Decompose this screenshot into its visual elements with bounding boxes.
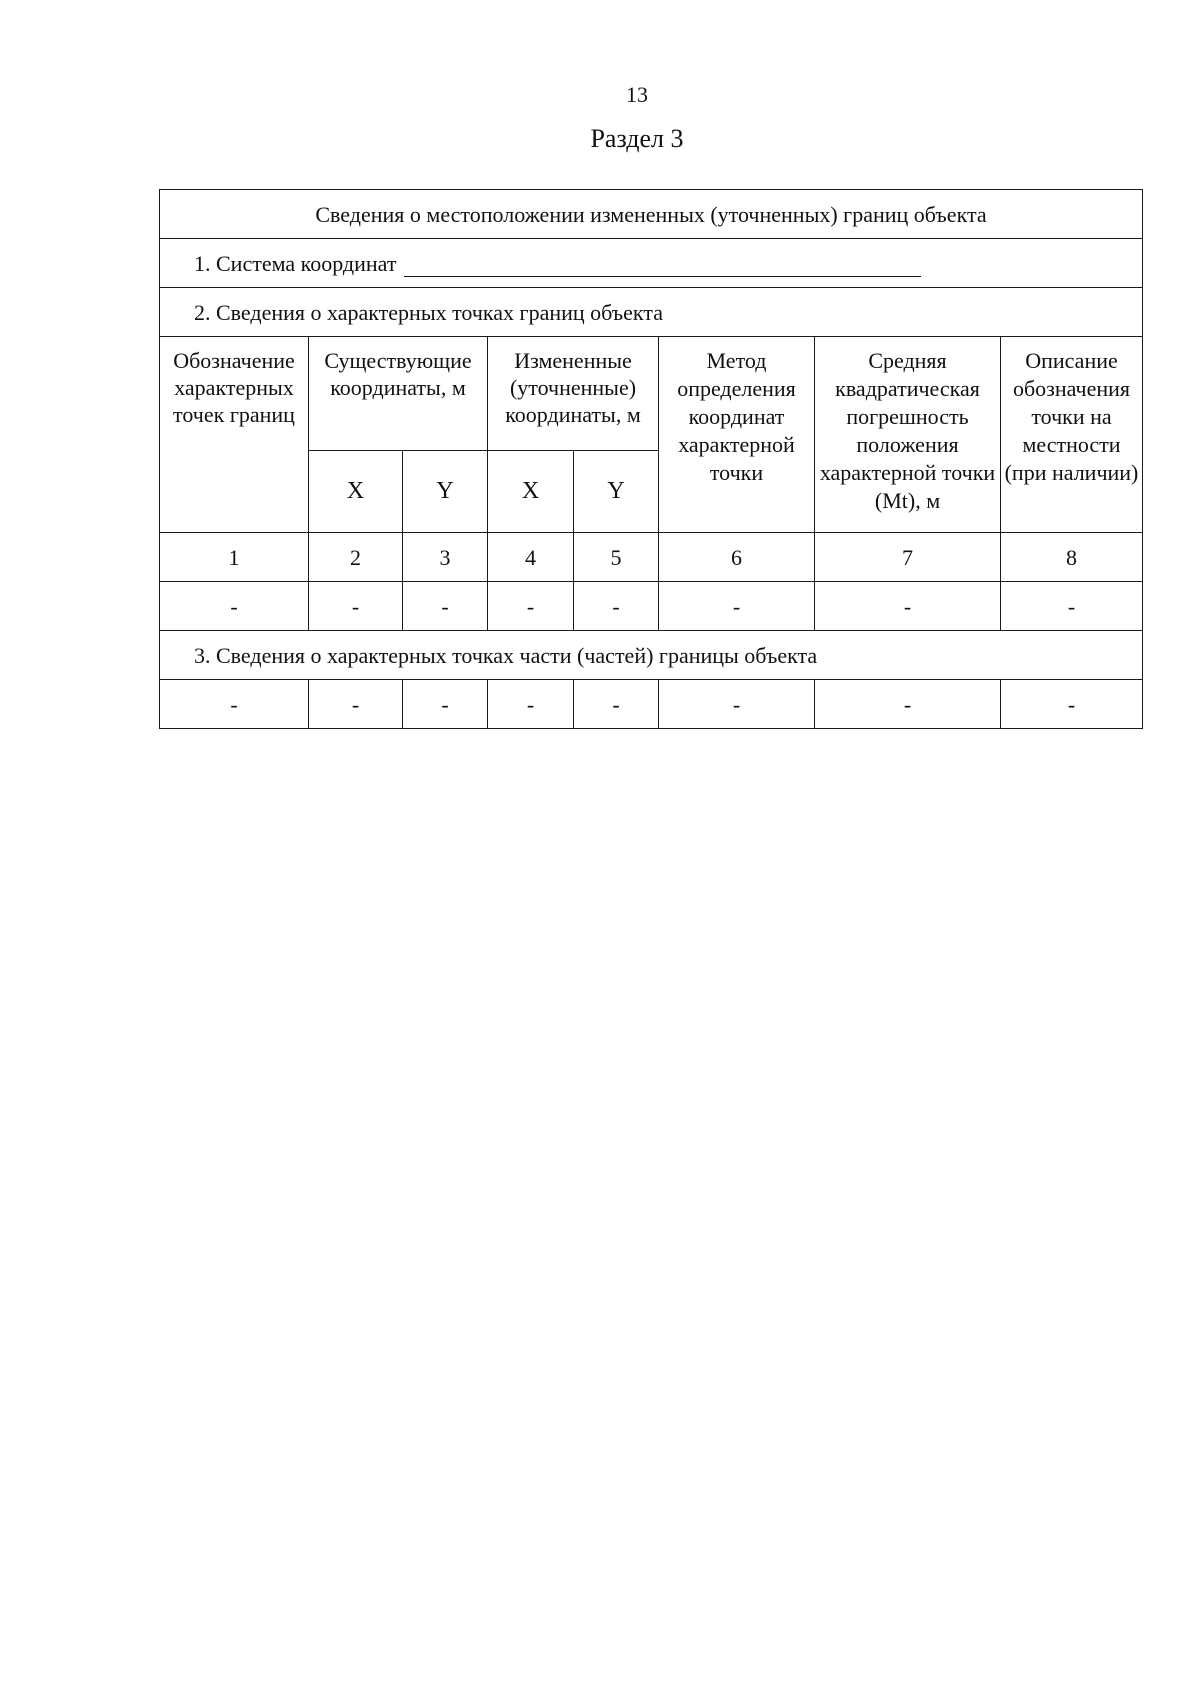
column-number: 3: [403, 533, 488, 582]
table-cell: -: [488, 582, 574, 631]
header-changed-y: Y: [574, 451, 659, 533]
table-cell: -: [659, 582, 815, 631]
table-row: [160, 680, 1143, 729]
column-number: 4: [488, 533, 574, 582]
column-number: 5: [574, 533, 659, 582]
header-existing-coords: Существующие координаты, м: [309, 337, 488, 451]
table-cell: -: [488, 680, 574, 729]
header-description: Описание обозначения точки на местности (при наличии): [1001, 337, 1143, 533]
section-title: Раздел 3: [590, 124, 684, 153]
table-cell: -: [403, 680, 488, 729]
points-heading: 2. Сведения о характерных точках границ объекта: [160, 288, 1143, 337]
column-header-row: [160, 337, 1143, 451]
column-number: 6: [659, 533, 815, 582]
boundary-table: [159, 189, 1143, 729]
part-heading-row: [160, 631, 1143, 680]
table-cell: -: [160, 680, 309, 729]
header-changed-coords: Измененные (уточненные) координаты, м: [488, 337, 659, 451]
column-number: 1: [160, 533, 309, 582]
header-method: Метод определения координат характерной точки: [659, 337, 815, 533]
table-cell: -: [815, 680, 1001, 729]
table-title-row: [160, 190, 1143, 239]
header-changed-x: X: [488, 451, 574, 533]
column-number: 7: [815, 533, 1001, 582]
table-cell: -: [160, 582, 309, 631]
column-number: 8: [1001, 533, 1143, 582]
table-cell: -: [574, 680, 659, 729]
coordinate-system-cell: [160, 239, 1143, 288]
table-row: [160, 582, 1143, 631]
part-heading: 3. Сведения о характерных точках части (частей) границы объекта: [160, 631, 1143, 680]
table-cell: -: [309, 582, 403, 631]
table-cell: -: [1001, 582, 1143, 631]
header-rms-error: Средняя квадратическая погрешность положения характерной точки (Mt), м: [815, 337, 1001, 533]
header-existing-y: Y: [403, 451, 488, 533]
table-cell: -: [815, 582, 1001, 631]
table-cell: -: [659, 680, 815, 729]
table-title: Сведения о местоположении измененных (уточненных) границ объекта: [160, 190, 1143, 239]
coordinate-system-blank-line: [404, 252, 921, 277]
table-cell: -: [309, 680, 403, 729]
coordinate-system-label: 1. Система координат: [194, 250, 397, 276]
header-designation: Обозначение характерных точек границ: [160, 337, 309, 533]
points-heading-row: [160, 288, 1143, 337]
page-number: 13: [626, 82, 648, 107]
table-cell: -: [1001, 680, 1143, 729]
coordinate-system-row: [160, 239, 1143, 288]
header-existing-x: X: [309, 451, 403, 533]
column-number: 2: [309, 533, 403, 582]
column-numbers-row: [160, 533, 1143, 582]
table-cell: -: [403, 582, 488, 631]
table-cell: -: [574, 582, 659, 631]
